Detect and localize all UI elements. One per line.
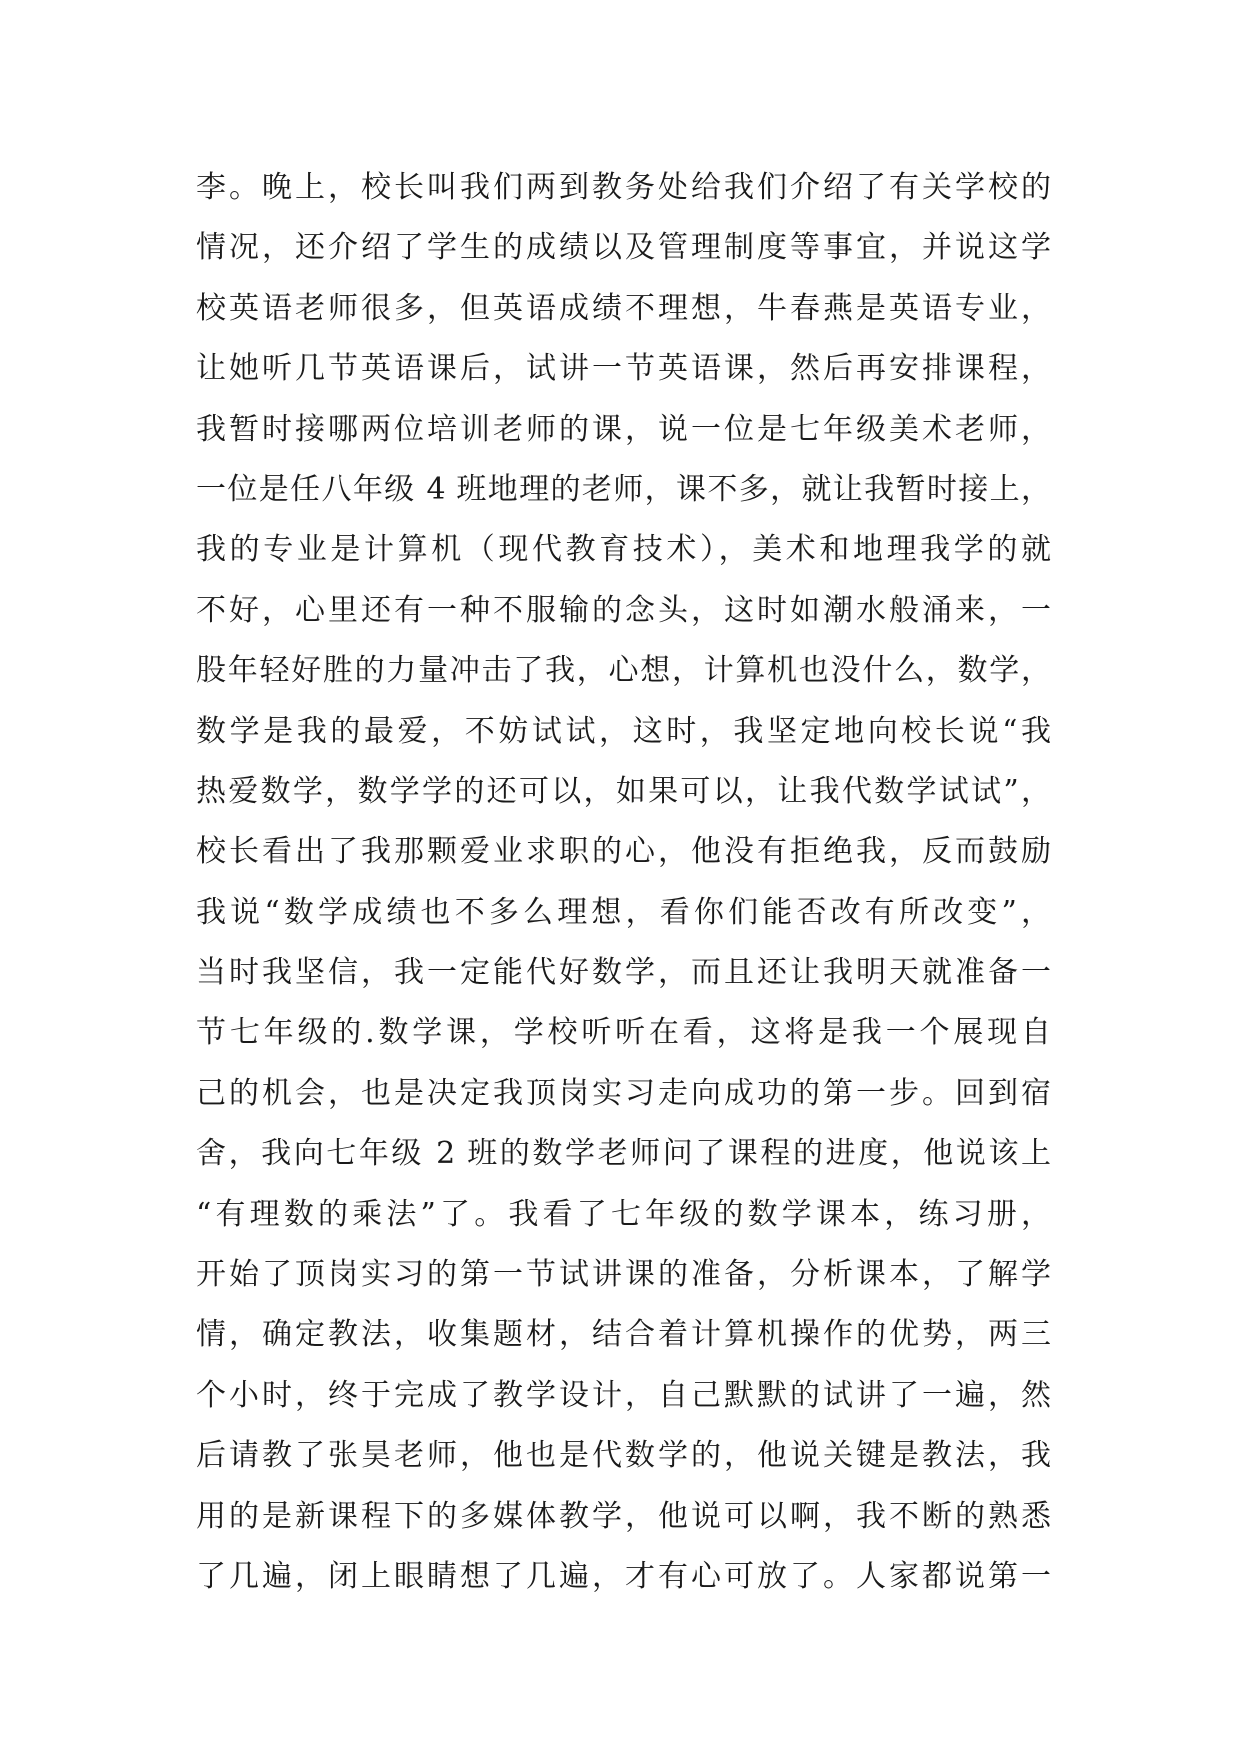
text-line: 己的机会，也是决定我顶岗实习走向成功的第一步。回到宿: [196, 1075, 1051, 1111]
text-line: 李。晚上，校长叫我们两到教务处给我们介绍了有关学校的: [196, 170, 1051, 205]
text-line: 后请教了张昊老师，他也是代数学的，他说关键是教法，我: [196, 1438, 1051, 1474]
text-line: 一位是任八年级 4 班地理的老师，课不多，就让我暂时接上，: [196, 471, 1051, 507]
text-line: 我暂时接哪两位培训老师的课，说一位是七年级美术老师，: [196, 411, 1051, 447]
text-line: 不好，心里还有一种不服输的念头，这时如潮水般涌来，一: [196, 592, 1051, 628]
text-line: “有理数的乘法”了。我看了七年级的数学课本，练习册，: [196, 1196, 1051, 1232]
text-line: 股年轻好胜的力量冲击了我，心想，计算机也没什么，数学，: [196, 653, 1051, 689]
text-line: 热爱数学，数学学的还可以，如果可以，让我代数学试试”，: [196, 773, 1051, 809]
text-line: 校长看出了我那颗爱业求职的心，他没有拒绝我，反而鼓励: [196, 834, 1051, 870]
text-line: 情，确定教法，收集题材，结合着计算机操作的优势，两三: [196, 1317, 1051, 1353]
text-line: 让她听几节英语课后，试讲一节英语课，然后再安排课程，: [196, 351, 1051, 387]
text-line: 当时我坚信，我一定能代好数学，而且还让我明天就准备一: [196, 955, 1051, 991]
text-line: 数学是我的最爱，不妨试试，这时，我坚定地向校长说“我: [196, 713, 1051, 749]
text-line: 个小时，终于完成了教学设计，自己默默的试讲了一遍，然: [196, 1377, 1051, 1413]
body-text: [196, 158, 1051, 1607]
text-line: 情况，还介绍了学生的成绩以及管理制度等事宜，并说这学: [196, 230, 1051, 266]
text-line: 开始了顶岗实习的第一节试讲课的准备，分析课本，了解学: [196, 1257, 1051, 1293]
text-line: 我的专业是计算机（现代教育技术），美术和地理我学的就: [196, 532, 1051, 568]
text-line: 节七年级的.数学课，学校听听在看，这将是我一个展现自: [196, 1015, 1051, 1051]
text-line: 用的是新课程下的多媒体教学，他说可以啊，我不断的熟悉: [196, 1498, 1051, 1534]
text-line: 了几遍，闭上眼睛想了几遍，才有心可放了。人家都说第一: [196, 1558, 1051, 1594]
text-line: 我说“数学成绩也不多么理想，看你们能否改有所改变”，: [196, 894, 1051, 930]
text-line: 校英语老师很多，但英语成绩不理想，牛春燕是英语专业，: [196, 290, 1051, 326]
text-line: 舍，我向七年级 2 班的数学老师问了课程的进度，他说该上: [196, 1136, 1051, 1172]
